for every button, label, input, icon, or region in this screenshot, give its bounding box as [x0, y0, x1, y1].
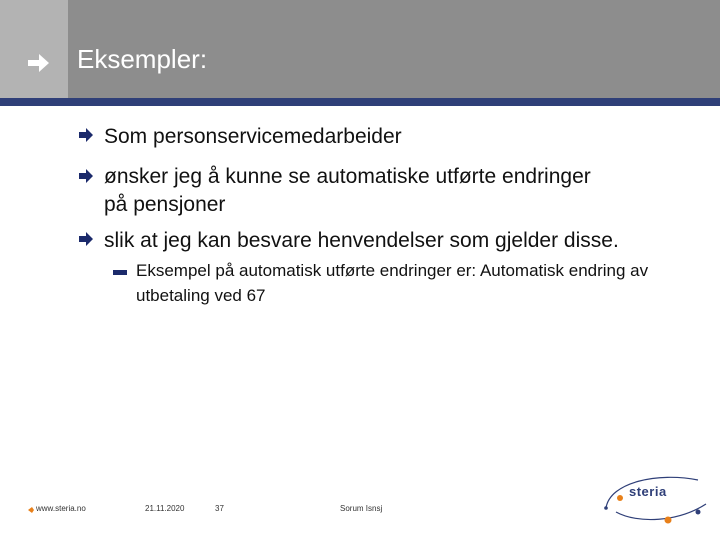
arrow-bullet-icon — [78, 231, 94, 247]
footer-author: Sorum Isnsj — [340, 504, 383, 513]
bullet-text: ønsker jeg å kunne se automatiske utførte endringer — [104, 165, 591, 188]
header-stripe — [0, 98, 720, 106]
header-left-block — [0, 0, 68, 98]
sub-bullet-text: Eksempel på automatisk utførte endringer er: Automatisk endring av utbetaling ved 67 — [136, 261, 649, 305]
arrow-right-icon — [26, 52, 50, 74]
footer-website[interactable]: www.steria.no — [36, 504, 86, 513]
bullet-text: Som personservicemedarbeider — [104, 125, 402, 148]
bullet-text: slik at jeg kan besvare henvendelser som gjelder disse. — [104, 229, 619, 252]
steria-logo-text: steria — [629, 484, 667, 499]
footer-date: 21.11.2020 — [145, 504, 185, 513]
arrow-bullet-icon — [78, 127, 94, 143]
steria-logo-icon — [598, 468, 712, 530]
footer-page-number: 37 — [215, 504, 224, 513]
steria-mark-icon — [27, 506, 35, 514]
arrow-bullet-icon — [78, 168, 94, 184]
bullet-text-continued: på pensjoner — [104, 193, 226, 216]
slide-title: Eksempler: — [77, 44, 208, 74]
dash-bullet-icon — [113, 270, 127, 275]
